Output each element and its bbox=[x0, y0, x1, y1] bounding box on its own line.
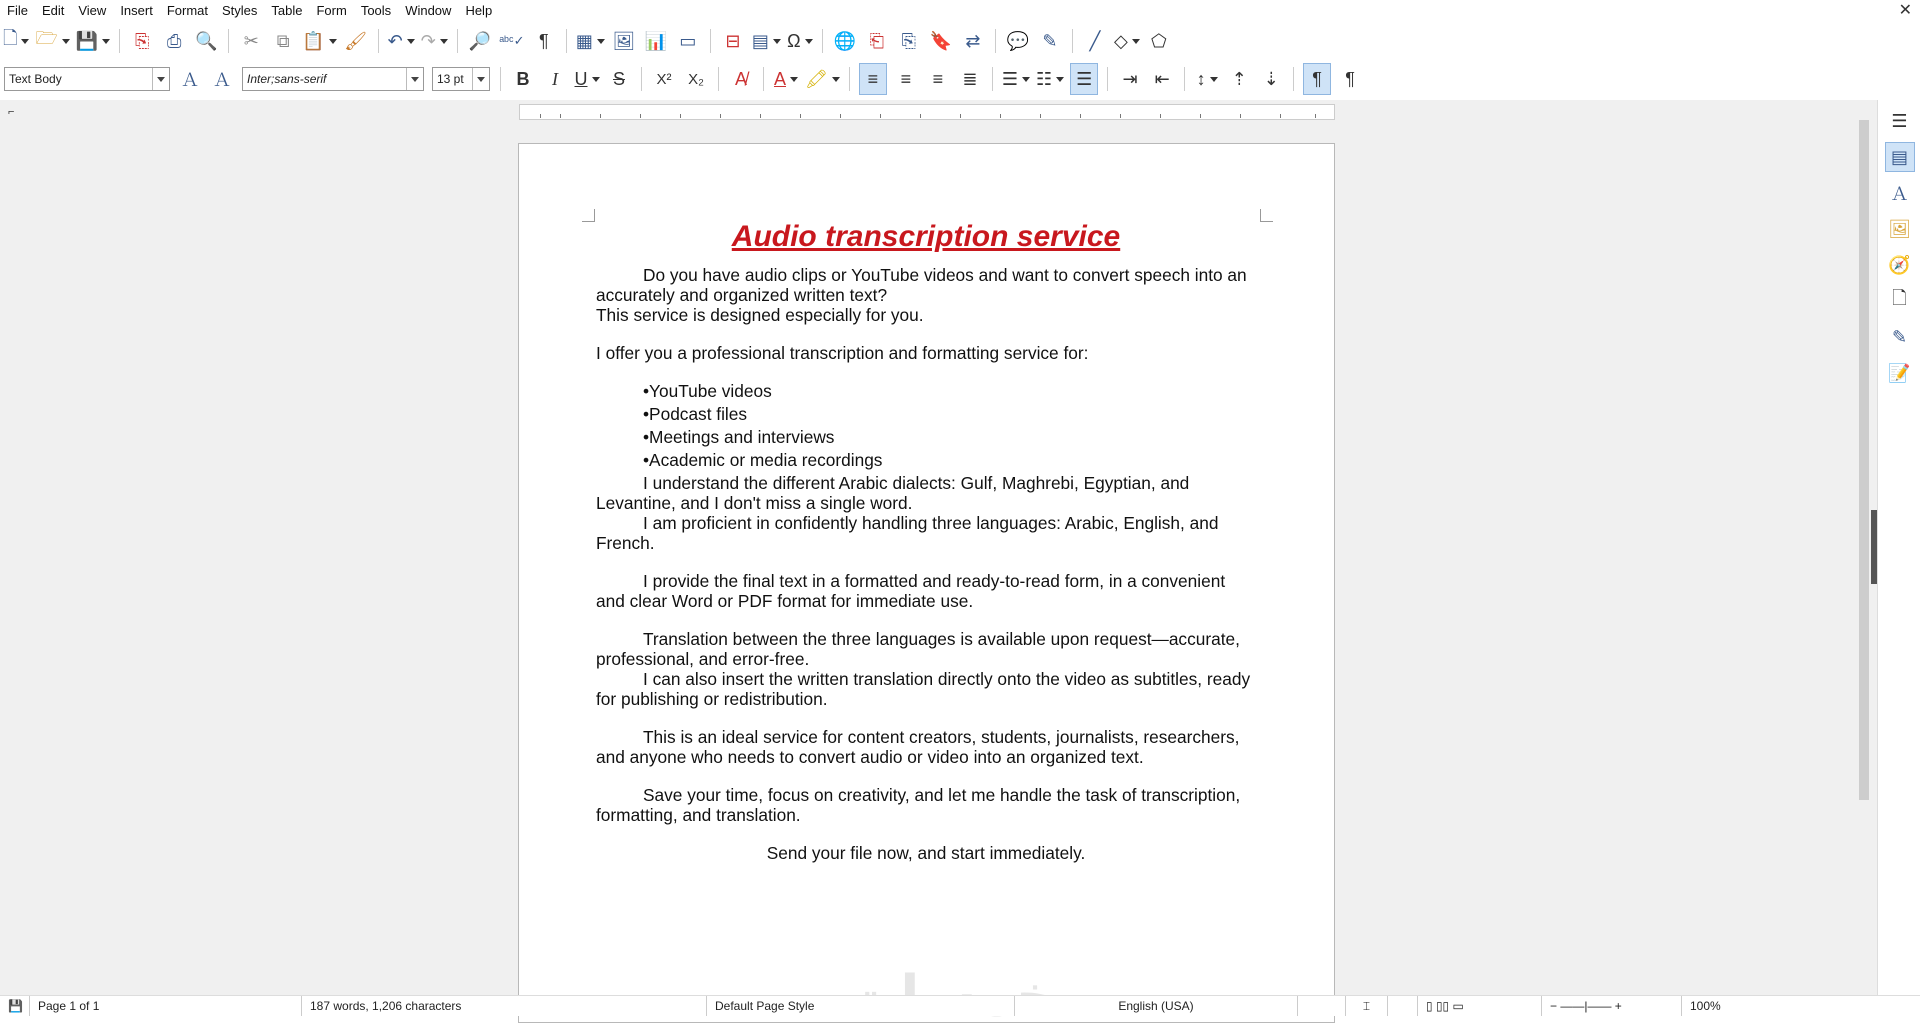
spellcheck-icon[interactable]: ᵃᵇᶜ✓ bbox=[499, 33, 525, 48]
outline-list-icon[interactable]: ☰ bbox=[1070, 63, 1098, 95]
ruler-tick bbox=[840, 114, 841, 118]
paragraph: I can also insert the written translation directly onto the video as subtitles, ready for publishing or redistribution. bbox=[596, 669, 1251, 709]
style-inspector-icon[interactable]: ✎ bbox=[1891, 326, 1908, 347]
view-layout-icons[interactable]: ▯ ▯▯ ▭ bbox=[1418, 996, 1542, 1016]
undo-icon[interactable]: ↶ bbox=[388, 26, 415, 56]
ruler-tick bbox=[760, 114, 761, 118]
list-item: •Meetings and interviews bbox=[643, 427, 835, 447]
separator bbox=[119, 29, 120, 53]
ruler-tick bbox=[1280, 114, 1281, 118]
endnote-icon[interactable]: ⎘ bbox=[901, 30, 917, 51]
track-changes-icon[interactable]: ✎ bbox=[1042, 30, 1058, 51]
ruler-tick bbox=[880, 114, 881, 118]
page-count[interactable]: Page 1 of 1 bbox=[30, 996, 302, 1016]
copy-icon[interactable]: ⧉ bbox=[276, 30, 290, 51]
separator bbox=[566, 29, 567, 53]
ruler-tick bbox=[960, 114, 961, 118]
menu-file[interactable]: File bbox=[7, 3, 28, 18]
font-size-combo[interactable] bbox=[432, 67, 490, 91]
ruler-tick bbox=[1160, 114, 1161, 118]
new-document-icon[interactable]: 🗋 bbox=[3, 26, 29, 56]
paragraph: Save your time, focus on creativity, and let me handle the task of transcription, formatting, and translation. bbox=[596, 785, 1241, 825]
ruler-tick bbox=[720, 114, 721, 118]
menu-form[interactable]: Form bbox=[316, 3, 347, 18]
paragraph: I provide the final text in a formatted and ready-to-read form, in a convenient and clear Word or PDF format for immediate use. bbox=[596, 571, 1226, 611]
ruler-tick bbox=[800, 114, 801, 118]
export-pdf-icon[interactable]: ⎘ bbox=[135, 30, 150, 51]
increase-indent-icon[interactable]: ⇥ bbox=[1122, 68, 1138, 89]
list-item: •YouTube videos bbox=[643, 381, 772, 401]
subscript-icon[interactable]: X₂ bbox=[688, 70, 704, 88]
spacer bbox=[596, 709, 1256, 727]
ruler-tick bbox=[1200, 114, 1201, 118]
crop-mark bbox=[1260, 209, 1273, 222]
ruler-tick bbox=[540, 114, 541, 118]
redo-icon[interactable]: ↷ bbox=[421, 26, 448, 56]
spacer bbox=[596, 767, 1256, 785]
clear-formatting-icon[interactable]: A̸ bbox=[734, 68, 747, 89]
menu-edit[interactable]: Edit bbox=[41, 3, 65, 18]
separator bbox=[710, 29, 711, 53]
scrollbar-thumb[interactable] bbox=[1859, 120, 1869, 800]
spacer bbox=[596, 825, 1256, 843]
list-item: •Academic or media recordings bbox=[643, 450, 883, 470]
highlight-color-icon[interactable]: 🖍 bbox=[805, 64, 840, 94]
crop-mark bbox=[582, 209, 595, 222]
ruler-tick bbox=[920, 114, 921, 118]
align-center-icon[interactable]: ≡ bbox=[900, 68, 912, 89]
paragraph: I understand the different Arabic dialects: Gulf, Maghrebi, Egyptian, and Levantine, and I don't miss a single word. bbox=[596, 473, 1190, 513]
paragraph: I am proficient in confidently handling three languages: Arabic, English, and French. bbox=[596, 513, 1219, 553]
separator bbox=[1072, 29, 1073, 53]
ruler-tick bbox=[1000, 114, 1001, 118]
draw-functions-icon[interactable]: ⬠ bbox=[1151, 30, 1167, 51]
bullet-list-icon[interactable]: ☰ bbox=[1002, 64, 1030, 94]
right-to-left-icon[interactable]: ¶ bbox=[1345, 68, 1355, 89]
paste-icon[interactable]: 📋 bbox=[302, 26, 336, 56]
menu-insert[interactable]: Insert bbox=[120, 3, 153, 18]
ruler-tick bbox=[1120, 114, 1121, 118]
font-color-icon[interactable]: A bbox=[773, 64, 799, 94]
paragraph: This is an ideal service for content creators, students, journalists, researchers, and anyone who needs to convert audio or video into an organized text. bbox=[596, 727, 1240, 767]
menu-help[interactable]: Help bbox=[465, 3, 493, 18]
paragraph: Translation between the three languages is available upon request—accurate, professional, and error-free. bbox=[596, 629, 1240, 669]
font-name-value: Inter;sans-serif bbox=[247, 72, 327, 86]
update-style-icon[interactable]: Ａ bbox=[181, 70, 199, 90]
paragraph: This service is designed especially for you. bbox=[596, 305, 924, 325]
separator bbox=[378, 29, 379, 53]
separator bbox=[1184, 67, 1185, 91]
close-document-icon[interactable]: ✕ bbox=[1898, 2, 1912, 19]
cut-icon[interactable]: ✂ bbox=[243, 30, 259, 51]
insert-mode[interactable] bbox=[1298, 996, 1346, 1016]
digital-signature[interactable] bbox=[1388, 996, 1418, 1016]
paragraph: Do you have audio clips or YouTube videos and want to convert speech into an accurately and organized written text? bbox=[596, 265, 1247, 305]
line-spacing-icon[interactable]: ↕ bbox=[1194, 64, 1220, 94]
page-style[interactable]: Default Page Style bbox=[707, 996, 1015, 1016]
page-icon[interactable]: 🗋 bbox=[1892, 288, 1907, 308]
separator bbox=[718, 67, 719, 91]
save-status-icon[interactable]: 💾 bbox=[0, 996, 30, 1016]
numbered-list-icon[interactable]: ☷ bbox=[1036, 64, 1064, 94]
cross-reference-icon[interactable]: ⇄ bbox=[965, 30, 981, 51]
insert-field-icon[interactable]: ▤ bbox=[752, 26, 781, 56]
ruler-tick bbox=[640, 114, 641, 118]
superscript-icon[interactable]: X² bbox=[656, 70, 672, 88]
standard-toolbar bbox=[0, 22, 1920, 60]
special-character-icon[interactable]: Ω bbox=[787, 26, 813, 56]
sidebar-deck bbox=[1877, 100, 1921, 995]
menu-tools[interactable]: Tools bbox=[360, 3, 392, 18]
document-title: Audio transcription service bbox=[731, 220, 1121, 253]
separator bbox=[995, 29, 996, 53]
menu-table[interactable]: Table bbox=[271, 3, 303, 18]
separator bbox=[228, 29, 229, 53]
navigator-icon[interactable]: 🧭 bbox=[1888, 254, 1911, 275]
ruler-tick bbox=[560, 114, 561, 118]
separator bbox=[849, 67, 850, 91]
menu-window[interactable]: Window bbox=[405, 3, 452, 18]
insert-image-icon[interactable]: 🖼 bbox=[612, 30, 636, 51]
gallery-icon[interactable]: 🖼 bbox=[1888, 218, 1911, 239]
save-icon[interactable]: 💾 bbox=[76, 26, 110, 56]
spacer bbox=[596, 325, 1256, 343]
basic-shapes-icon[interactable]: ◇ bbox=[1114, 26, 1140, 56]
strikethrough-icon[interactable]: S bbox=[612, 68, 625, 89]
underline-icon[interactable]: U bbox=[574, 64, 600, 94]
document-page[interactable] bbox=[518, 143, 1335, 1023]
bold-icon[interactable]: B bbox=[516, 68, 530, 89]
separator bbox=[822, 29, 823, 53]
chevron-down-icon[interactable] bbox=[472, 68, 489, 90]
paragraph-style-value: Text Body bbox=[9, 72, 62, 86]
separator bbox=[500, 67, 501, 91]
word-count[interactable]: 187 words, 1,206 characters bbox=[302, 996, 707, 1016]
insert-table-icon[interactable]: ▦ bbox=[576, 26, 605, 56]
find-replace-icon[interactable]: 🔎 bbox=[468, 30, 492, 51]
ruler-tick bbox=[1315, 114, 1316, 118]
manage-changes-icon[interactable]: 📝 bbox=[1888, 362, 1911, 383]
separator bbox=[1107, 67, 1108, 91]
paragraph-style-combo[interactable] bbox=[4, 67, 170, 91]
separator bbox=[1293, 67, 1294, 91]
properties-icon[interactable]: ▤ bbox=[1885, 142, 1915, 172]
formatting-marks-icon[interactable]: ¶ bbox=[539, 30, 549, 51]
paragraph-closing: Send your file now, and start immediately. bbox=[766, 843, 1086, 863]
separator bbox=[992, 67, 993, 91]
new-style-icon[interactable]: Ａ bbox=[213, 70, 231, 90]
chevron-down-icon[interactable] bbox=[406, 68, 423, 90]
status-bar bbox=[0, 995, 1920, 1016]
document-workarea bbox=[0, 100, 1877, 995]
justify-icon[interactable]: ≣ bbox=[962, 68, 978, 89]
separator bbox=[457, 29, 458, 53]
styles-icon[interactable]: Ａ bbox=[1890, 184, 1909, 204]
spacer bbox=[596, 363, 1256, 381]
decrease-paragraph-spacing-icon[interactable]: ⇣ bbox=[1263, 68, 1279, 89]
clone-formatting-icon[interactable]: 🖌 bbox=[344, 30, 368, 51]
italic-icon[interactable]: I bbox=[552, 68, 558, 89]
list-item: •Podcast files bbox=[643, 404, 748, 424]
language[interactable]: English (USA) bbox=[1015, 996, 1298, 1016]
horizontal-ruler[interactable] bbox=[519, 104, 1335, 120]
left-to-right-icon[interactable]: ¶ bbox=[1303, 63, 1331, 95]
sidebar-menu-icon[interactable]: ☰ bbox=[1891, 110, 1908, 131]
open-folder-icon[interactable]: 🗁 bbox=[35, 26, 69, 56]
menu-bar bbox=[0, 0, 1920, 22]
line-icon[interactable]: ╱ bbox=[1089, 30, 1101, 51]
align-right-icon[interactable]: ≡ bbox=[932, 68, 944, 89]
zoom-slider[interactable]: − ——|—— + bbox=[1542, 996, 1682, 1016]
zoom-level[interactable]: 100% bbox=[1690, 999, 1721, 1013]
insert-chart-icon[interactable]: 📊 bbox=[644, 30, 668, 51]
spacer bbox=[596, 553, 1256, 571]
menu-format[interactable]: Format bbox=[166, 3, 208, 18]
document-body[interactable] bbox=[596, 219, 1256, 863]
tab-stop-icon[interactable]: ⌐ bbox=[8, 106, 15, 118]
font-name-combo[interactable] bbox=[242, 67, 424, 91]
chevron-down-icon[interactable] bbox=[152, 68, 169, 90]
print-preview-icon[interactable]: 🔍 bbox=[195, 30, 218, 51]
paragraph: I offer you a professional transcription and formatting service for: bbox=[596, 343, 1089, 363]
menu-styles[interactable]: Styles bbox=[222, 3, 258, 18]
align-left-icon[interactable]: ≡ bbox=[859, 63, 887, 95]
comment-icon[interactable]: 💬 bbox=[1006, 30, 1030, 51]
formatting-toolbar bbox=[0, 60, 1920, 98]
footnote-icon[interactable]: ⎗ bbox=[869, 30, 885, 51]
separator bbox=[641, 67, 642, 91]
hyperlink-icon[interactable]: 🌐 bbox=[833, 30, 857, 51]
print-icon[interactable]: ⎙ bbox=[167, 30, 182, 51]
selection-mode-icon[interactable]: ⌶ bbox=[1346, 996, 1388, 1016]
menu-view[interactable]: View bbox=[78, 3, 107, 18]
ruler-tick bbox=[1040, 114, 1041, 118]
ruler-tick bbox=[600, 114, 601, 118]
decrease-indent-icon[interactable]: ⇤ bbox=[1154, 68, 1170, 89]
spacer bbox=[596, 611, 1256, 629]
ruler-tick bbox=[1080, 114, 1081, 118]
increase-paragraph-spacing-icon[interactable]: ⇡ bbox=[1231, 68, 1247, 89]
ruler-tick bbox=[1240, 114, 1241, 118]
ruler-tick bbox=[680, 114, 681, 118]
font-size-value: 13 pt bbox=[437, 72, 464, 86]
bookmark-icon[interactable]: 🔖 bbox=[929, 30, 953, 51]
separator bbox=[763, 67, 764, 91]
page-break-icon[interactable]: ⊟ bbox=[725, 30, 741, 51]
insert-textbox-icon[interactable]: ▭ bbox=[679, 30, 697, 51]
